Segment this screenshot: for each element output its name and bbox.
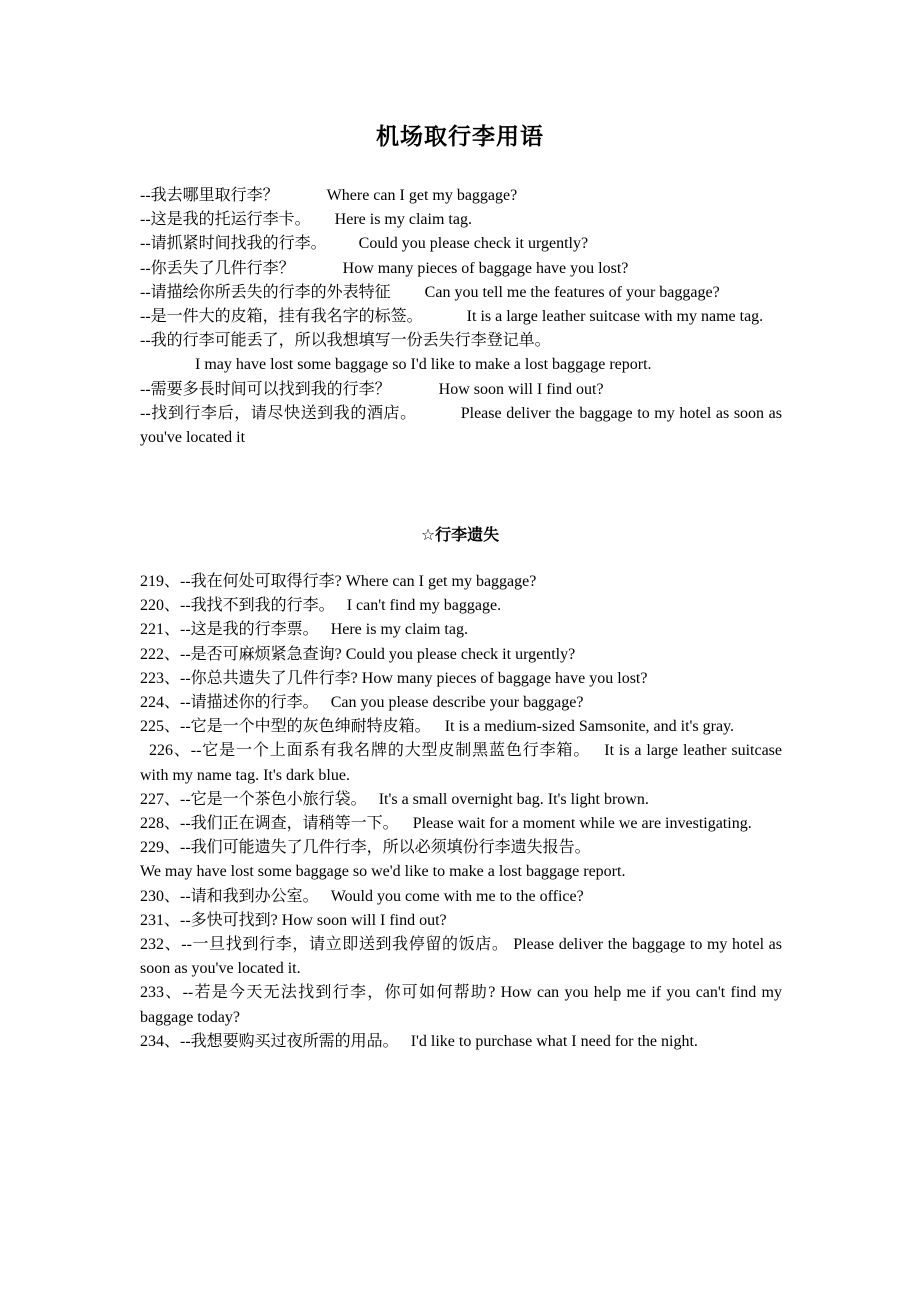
phrase-line [140,378,782,402]
numbered-line [140,739,782,787]
line-number: 229、 [140,839,181,857]
phrase-en: I may have lost some baggage so I'd like to make a lost baggage report. [195,356,652,374]
numbered-line [140,667,782,691]
section-heading: ☆行李遗失 [420,525,500,544]
numbered-line [140,618,782,642]
phrase-en: I'd like to purchase what I need for the night. [410,1032,698,1050]
phrase-en: How soon will I find out? [438,380,604,398]
phrase-zh: --我的行李可能丢了，所以我想填写一份丢失行李登记单。 [140,332,551,350]
phrase-zh: --我在何处可取得行李? [180,573,342,590]
phrase-line [140,305,782,329]
line-number: 221、 [140,621,181,639]
phrase-zh: --若是今天无法找到行李，你可如何帮助? [182,984,496,1002]
line-number: 228、 [140,815,181,833]
phrase-en: Here is my claim tag. [334,211,472,229]
phrase-zh: --它是一个茶色小旅行袋。 [180,790,367,808]
phrase-zh: --我们可能遗失了几件行李，所以必须填份行李遗失报告。 [180,839,591,857]
phrase-zh: --这是我的托运行李卡。 [140,211,311,229]
line-number: 232、 [140,936,182,954]
page-title: 机场取行李用语 [376,124,544,150]
line-number: 223、 [140,669,181,687]
phrase-en: We may have lost some baggage so we'd like to make a lost baggage report. [140,863,626,881]
numbered-phrase-list [140,570,782,1054]
phrase-zh: --多快可找到? [180,911,278,929]
phrase-en: Where can I get my baggage? [326,187,518,204]
phrase-zh: --需要多長时间可以找到我的行李？ [140,380,391,398]
phrase-zh: --它是一个上面系有我名牌的大型皮制黑蓝色行李箱。 [190,742,591,760]
line-number: 234、 [140,1032,181,1050]
line-number: 227、 [140,790,181,808]
intro-phrase-list [140,184,782,450]
phrase-en: Could you please check it urgently? [358,235,589,253]
numbered-line [140,933,782,981]
phrase-en: Here is my claim tag. [330,621,468,639]
numbered-line [140,836,782,884]
numbered-line [140,812,782,836]
numbered-line [140,643,782,667]
phrase-zh: --你丢失了几件行李？ [140,259,295,277]
phrase-en: It is a large leather suitcase with my name tag. [466,308,764,326]
phrase-zh: --是一件大的皮箱，挂有我名字的标签。 [140,308,423,326]
phrase-line [140,329,782,377]
phrase-zh: --是否可麻烦紧急查询? [180,645,342,663]
phrase-zh: --我找不到我的行李。 [180,597,335,615]
numbered-line [140,1030,782,1054]
line-number: 226、 [149,742,191,760]
phrase-zh: --我去哪里取行李？ [140,187,279,204]
phrase-en: Would you come with me to the office? [330,887,584,905]
phrase-line [140,232,782,256]
line-number: 222、 [140,645,181,663]
numbered-line [140,885,782,909]
line-number: 224、 [140,694,181,712]
phrase-en: It is a medium-sized Samsonite, and it's gray. [444,718,735,736]
phrase-line [140,208,782,232]
phrase-zh: --找到行李后，请尽快送到我的酒店。 [140,404,417,422]
phrase-zh: --它是一个中型的灰色绅耐特皮箱。 [180,718,431,736]
line-number: 219、 [140,573,181,590]
phrase-zh: --我想要购买过夜所需的用品。 [180,1032,399,1050]
numbered-line [140,594,782,618]
phrase-en: How many pieces of baggage have you lost? [342,259,629,277]
phrase-en: Please wait for a moment while we are investigating. [412,815,752,833]
line-number: 230、 [140,887,181,905]
phrase-en: How many pieces of baggage have you lost? [361,669,648,687]
phrase-en: How soon will I find out? [281,911,447,929]
numbered-line [140,788,782,812]
phrase-line [140,402,782,450]
line-number: 225、 [140,718,181,736]
phrase-en: Can you please describe your baggage? [330,694,584,712]
phrase-en: It's a small overnight bag. It's light brown. [378,790,649,808]
line-number: 231、 [140,911,181,929]
phrase-en: Where can I get my baggage? [345,573,537,590]
numbered-line [140,909,782,933]
numbered-line [140,691,782,715]
phrase-en: Please deliver the baggage to my hotel as soon as you've located it. [140,936,782,978]
phrase-en: It is a large leather suitcase with my name tag. It's dark blue. [140,742,782,784]
numbered-line [140,715,782,739]
phrase-en: Could you please check it urgently? [345,645,576,663]
phrase-zh: --请抓紧时间找我的行李。 [140,235,327,253]
numbered-line [140,981,782,1029]
phrase-zh: --请描述你的行李。 [180,694,319,712]
phrase-zh: --一旦找到行李，请立即送到我停留的饭店。 [181,936,509,954]
phrase-en: Can you tell me the features of your baggage? [424,283,720,301]
phrase-line [140,281,782,305]
phrase-line [140,184,782,208]
phrase-zh: --你总共遗失了几件行李? [180,669,358,687]
phrase-en: How can you help me if you can't find my baggage today? [140,984,782,1026]
line-number: 233、 [140,984,183,1002]
phrase-zh: --请描绘你所丢失的行李的外表特征 [140,283,391,301]
phrase-zh: --我们正在调查，请稍等一下。 [180,815,399,833]
phrase-zh: --请和我到办公室。 [180,887,319,905]
phrase-zh: --这是我的行李票。 [180,621,319,639]
phrase-en: I can't find my baggage. [346,597,502,615]
numbered-line [140,570,782,594]
phrase-line [140,257,782,281]
phrase-en: Please deliver the baggage to my hotel as soon as you've located it [140,404,782,447]
line-number: 220、 [140,597,181,615]
